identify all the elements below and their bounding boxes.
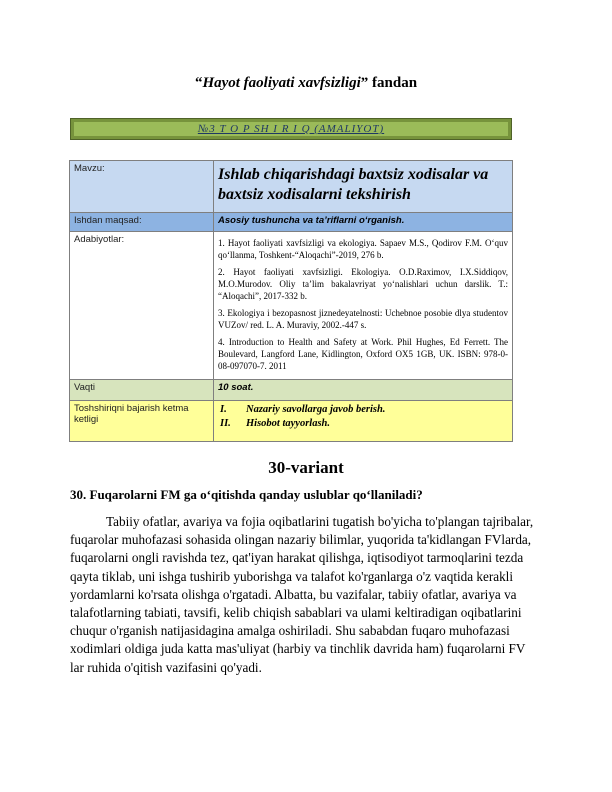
- time-label: Vaqti: [70, 380, 214, 401]
- variant-heading: 30-variant: [268, 458, 344, 477]
- title-open-quote: “: [194, 75, 203, 91]
- literature-list: [214, 232, 513, 380]
- order-row: [70, 401, 513, 442]
- topic-value: Ishlab chiqarishdagi baxtsiz xodisalar va baxtsiz xodisalarni tekshirish: [218, 166, 489, 203]
- title-close-quote: ”: [360, 75, 369, 91]
- literature-row: [70, 232, 513, 380]
- topic-label: Mavzu:: [70, 161, 214, 213]
- aim-value: Asosiy tushuncha va ta’riflarni o‘rganish.: [214, 213, 513, 232]
- aim-label: Ishdan maqsad:: [70, 213, 214, 232]
- question-heading: 30. Fuqarolarni FM ga o‘qitishda qanday uslublar qo‘llaniladi?: [70, 487, 423, 502]
- literature-item: 4. Introduction to Health and Safety at Work. Phil Hughes, Ed Ferrett. The Boulevard, Langford Lane, Kidlington, Oxford OX5 1GB, UK. ISBN: 978-0-08-097070-7. 2011: [218, 337, 508, 371]
- answer-paragraph: Tabiiy ofatlar, avariya va fojia oqibatlarini tugatish bo'yicha to'plangan tajribalar, fuqarolar muhofazasi sohasida olingan nazariy bilimlar, yuqorida ta'kidlangan FVlarda, fuqarolarni ongli ravishda tez, qat'iyan harakat qilishga, iqtisodiyot tarmoqlarini tezda qayta tiklab, uni ishga tushirib yuborishga va talafot ko'rganlarga o'z vaqtida kerakli yordamlarni ko'rsata olishga o'rgatadi. Albatta, bu vazifalar, tabiiy ofatlar, avariya va talafotlarning tabiati, tavsifi, kelib chiqish sabablari va ulami keltiradigan oqibatlarini chuqur o'rganish natijasidagina amalga oshiriladi. Shu sababdan fuqaro muhofazasi xodimlari oldiga juda katta mas'uliyat (harbiy va tinchlik davrida ham) fuqarolarni FV lar ruhida o'qitish vazifasini qo'yadi.: [70, 514, 534, 675]
- time-row: [70, 380, 513, 401]
- assignment-info-table: [69, 160, 513, 442]
- assignment-banner-inner: [74, 122, 508, 136]
- order-step-number: II.: [220, 418, 231, 429]
- order-step-number: I.: [220, 404, 227, 415]
- order-step-text: Nazariy savollarga javob berish.: [246, 404, 386, 415]
- topic-row: [70, 161, 513, 213]
- aim-row: [70, 213, 513, 232]
- literature-item: 2. Hayot faoliyati xavfsizligi. Ekologiya. O.D.Raximov, I.X.Siddiqov, M.O.Murodov. Oliy ta’lim bakalavriyat yo‘nalishlari uchun darslik. T.: “Aloqachi”, 2017-332 b.: [218, 267, 508, 301]
- order-step: [218, 417, 508, 431]
- assignment-banner-text: №3 T O P SH I R I Q (AMALIYOT): [197, 123, 385, 135]
- course-name: Hayot faoliyati xavfsizligi: [202, 75, 361, 91]
- literature-item: 3. Ekologiya i bezopasnost jiznedeyatelnosti: Uchebnoe posobie dlya studentov VUZov/ red. L. A. Muraviy, 2002.-447 s.: [218, 308, 508, 330]
- order-step-text: Hisobot tayyorlash.: [246, 418, 331, 429]
- document-title: [0, 75, 612, 92]
- assignment-banner: [70, 118, 512, 140]
- literature-label: Adabiyotlar:: [70, 232, 214, 380]
- order-label: Toshshiriqni bajarish ketma ketligi: [70, 401, 214, 442]
- order-steps: [214, 401, 513, 442]
- topic-cell: [214, 161, 513, 213]
- literature-item: 1. Hayot faoliyati xavfsizligi va ekologiya. Sapaev M.S., Qodirov F.M. O‘quv qo‘llanma, Toshkent-“Aloqachi”-2019, 276 b.: [218, 238, 508, 260]
- title-suffix: fandan: [368, 75, 418, 91]
- order-step: [218, 403, 508, 417]
- time-value: 10 soat.: [214, 380, 513, 401]
